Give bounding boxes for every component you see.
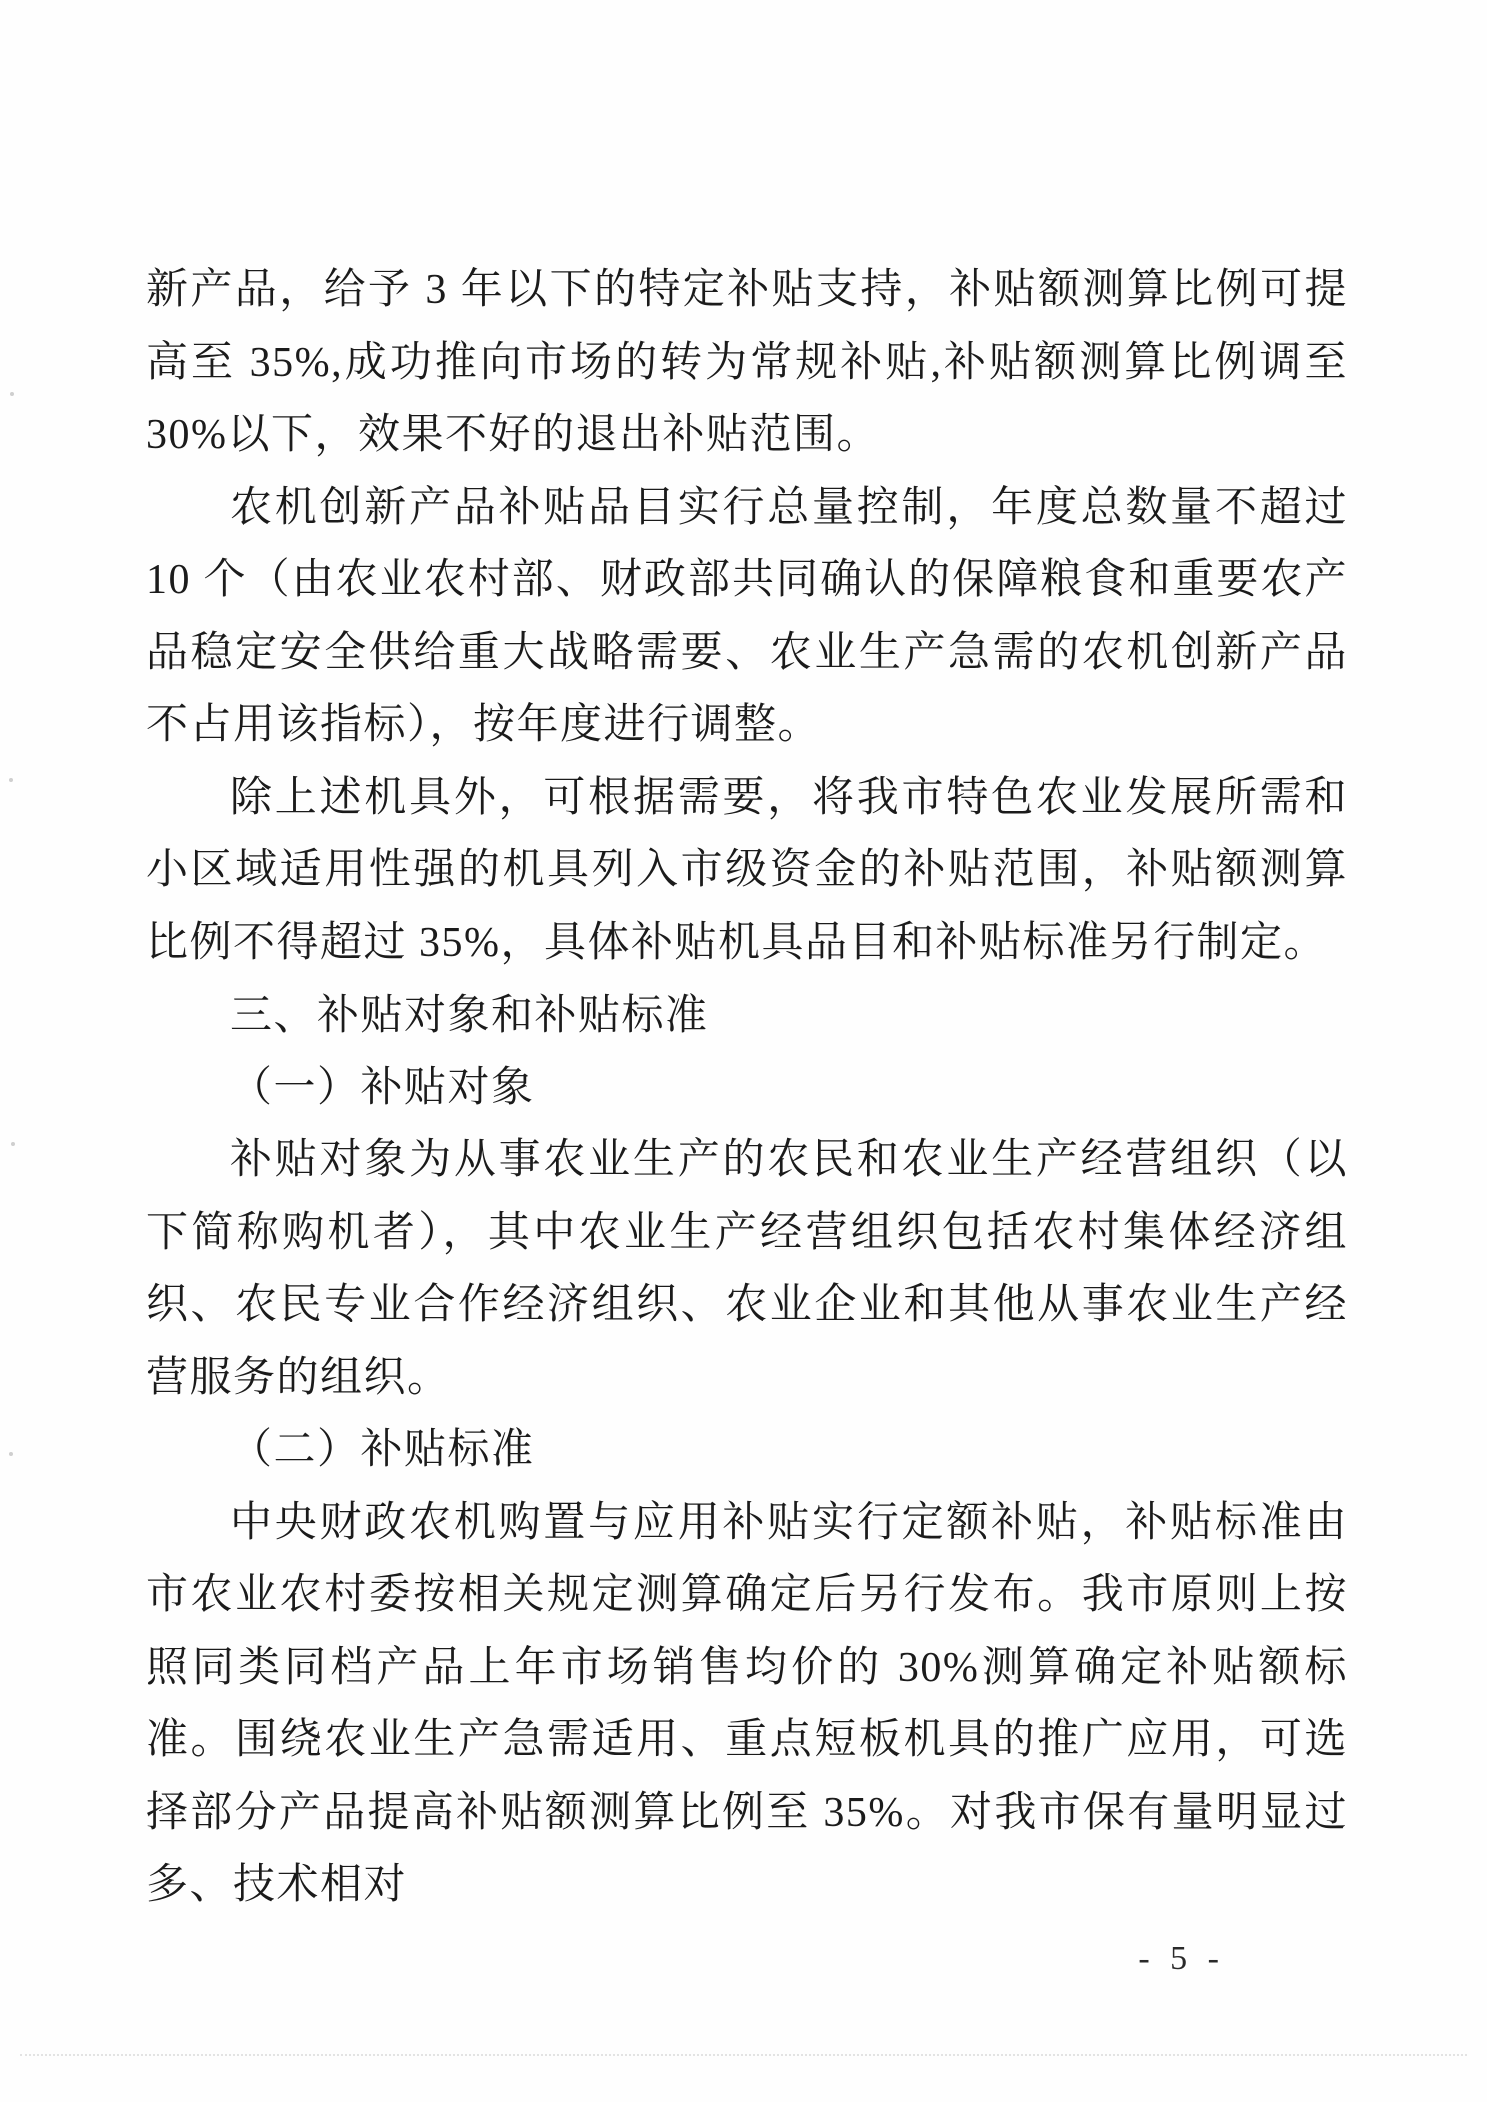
document-body [146, 254, 1348, 1922]
scan-artifact-speck [11, 1142, 15, 1146]
subsection-heading: （一）补贴对象 [230, 1064, 535, 1111]
scan-artifact-speck [9, 1452, 13, 1456]
paragraph: 中央财政农机购置与应用补贴实行定额补贴，补贴标准由市农业农村委按相关规定测算确定后另行发布。我市原则上按照同类同档产品上年市场销售均价的 30%测算确定补贴额标准。围绕农业生产急需适用、重点短板机具的推广应用，可选择部分产品提高补贴额测算比例至 35%。对我市保有量明显过多、技术相对 [146, 1499, 1348, 1908]
paragraph: 除上述机具外，可根据需要，将我市特色农业发展所需和小区域适用性强的机具列入市级资金的补贴范围，补贴额测算比例不得超过 35%，具体补贴机具品目和补贴标准另行制定。 [146, 774, 1348, 966]
paragraph: 农机创新产品补贴品目实行总量控制，年度总数量不超过 10 个（由农业农村部、财政部共同确认的保障粮食和重要农产品稳定安全供给重大战略需要、农业生产急需的农机创新产品不占用该指标），按年度进行调整。 [146, 484, 1348, 748]
scan-artifact-speck [10, 392, 14, 396]
subsection-heading: （二）补贴标准 [230, 1427, 535, 1473]
scan-artifact-line [20, 2054, 1467, 2056]
page-number: - 5 - [1138, 1940, 1225, 1977]
scan-artifact-speck [9, 778, 13, 782]
section-heading: 三、补贴对象和补贴标准 [230, 991, 709, 1038]
paragraph-continuation: 新产品，给予 3 年以下的特定补贴支持，补贴额测算比例可提高至 35%,成功推向市场的转为常规补贴,补贴额测算比例调至 30%以下，效果不好的退出补贴范围。 [146, 267, 1348, 458]
paragraph: 补贴对象为从事农业生产的农民和农业生产经营组织（以下简称购机者），其中农业生产经营组织包括农村集体经济组织、农民专业合作经济组织、农业企业和其他从事农业生产经营服务的组织。 [146, 1137, 1348, 1401]
